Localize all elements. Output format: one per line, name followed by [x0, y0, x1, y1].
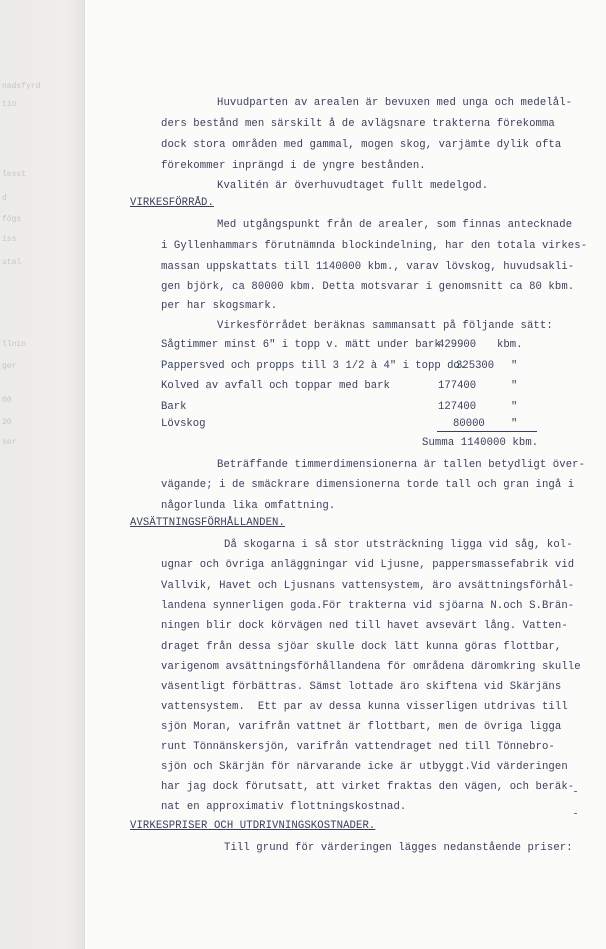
table-row: [161, 418, 541, 432]
table-item: Sågtimmer minst 6" i topp v. mätt under bark: [161, 339, 441, 351]
bleed-through-text: 00: [2, 396, 12, 405]
avsattning-line-7: varigenom avsättningsförhållandena för områdena däromkring skulle: [161, 661, 581, 673]
bleed-through-text: nadsfyrd: [2, 82, 41, 91]
bleed-through-text: tio: [2, 100, 17, 109]
table-total: Summa 1140000 kbm.: [422, 437, 539, 449]
avsattning-line-13: har jag dock förutsatt, att virket fraktas den vägen, och beräk-: [161, 781, 575, 793]
avsattning-line-1: Då skogarna i så stor utsträckning ligga vid såg, kol-: [224, 539, 573, 551]
intro-line-3: dock stora områden med gammal, mogen skog, varjämte dylik ofta: [161, 139, 562, 151]
table-item: Pappersved och propps till 3 1/2 à 4" i topp do.: [161, 360, 467, 372]
virkespriser-line-1: Till grund för värderingen lägges nedanstående priser:: [224, 842, 573, 854]
virkes-line-5: per har skogsmark.: [161, 300, 278, 312]
avsattning-line-12: sjön och Skärjän för närvarande icke är utbyggt.Vid värderingen: [161, 761, 568, 773]
adjacent-page-edge: [0, 0, 84, 949]
bleed-through-text: llnin: [2, 340, 27, 349]
table-item: Bark: [161, 401, 187, 413]
table-quantity: 80000: [453, 418, 485, 430]
intro-line-5: Kvalitén är överhuvudtaget fullt medelgod.: [217, 180, 489, 192]
virkes-line-4: gen björk, ca 80000 kbm. Detta motsvarar i genomsnitt ca 80 kbm.: [161, 281, 575, 293]
section-heading-virkesforrad: VIRKESFÖRRÅD.: [130, 197, 214, 209]
bleed-through-text: iss: [2, 235, 17, 244]
avsattning-line-8: väsentligt förbättras. Sämst lottade äro skiftena vid Skärjäns: [161, 681, 562, 693]
margin-mark: [574, 791, 577, 792]
table-unit: ": [511, 401, 518, 413]
bleed-through-text: ser: [2, 438, 17, 447]
virkes-after-line-2: vägande; i de smäckrare dimensionerna torde tall och gran ingå i: [161, 479, 575, 491]
table-row: [161, 339, 541, 353]
table-quantity: 127400: [438, 401, 477, 413]
table-intro: Virkesförrådet beräknas sammansatt på följande sätt:: [217, 320, 553, 332]
virkes-line-2: i Gyllenhammars förutnämnda blockindelning, har den totala virkes-: [161, 240, 588, 252]
table-unit: ": [511, 360, 518, 372]
virkes-line-3: massan uppskattats till 1140000 kbm., varav lövskog, huvudsakli-: [161, 261, 575, 273]
intro-line-1: Huvudparten av arealen är bevuxen med unga och medelål-: [217, 97, 573, 109]
table-unit: ": [511, 418, 518, 430]
avsattning-line-6: draget från dessa sjöar skulle dock lätt kunna göras flottbar,: [161, 641, 562, 653]
sum-rule: [437, 431, 537, 432]
table-item: Kolved av avfall och toppar med bark: [161, 380, 390, 392]
avsattning-line-5: ningen blir dock körvägen ned till havet avsevärt lång. Vatten-: [161, 620, 568, 632]
avsattning-line-4: landena synnerligen goda.För trakterna vid sjöarna N.och S.Brän-: [161, 600, 575, 612]
table-quantity: 429900: [438, 339, 477, 351]
bleed-through-text: ger: [2, 362, 17, 371]
intro-line-2: ders bestånd men särskilt å de avlägsnare trakterna förekomma: [161, 118, 555, 130]
table-unit: kbm.: [497, 339, 523, 351]
bleed-through-text: fögs: [2, 215, 22, 224]
intro-line-4: förekommer inprängd i de yngre bestånden.: [161, 160, 426, 172]
avsattning-line-10: sjön Moran, varifrån vattnet är flottbart, men de övriga ligga: [161, 721, 562, 733]
bleed-through-text: d: [2, 194, 7, 203]
avsattning-line-2: ugnar och övriga anläggningar vid Ljusne, pappersmassefabrik vid: [161, 559, 575, 571]
virkes-after-line-3: någorlunda lika omfattning.: [161, 500, 336, 512]
table-item: Lövskog: [161, 418, 206, 430]
bleed-through-text: utal: [2, 258, 22, 267]
section-heading-virkespriser: VIRKESPRISER OCH UTDRIVNINGSKOSTNADER.: [130, 820, 376, 832]
table-quantity: 325300: [456, 360, 495, 372]
table-row: [161, 401, 541, 415]
avsattning-line-11: runt Tönnänskersjön, varifrån vattendraget ned till Tönnebro-: [161, 741, 555, 753]
table-row: [161, 360, 541, 374]
virkes-after-line-1: Beträffande timmerdimensionerna är tallen betydligt över-: [217, 459, 586, 471]
avsattning-line-14: nat en approximativ flottningskostnad.: [161, 801, 407, 813]
virkes-line-1: Med utgångspunkt från de arealer, som finnas antecknade: [217, 219, 573, 231]
section-heading-avsattning: AVSÄTTNINGSFÖRHÅLLANDEN.: [130, 517, 285, 529]
avsattning-line-9: vattensystem. Ett par av dessa kunna visserligen utdrivas till: [161, 701, 568, 713]
avsattning-line-3: Vallvik, Havet och Ljusnans vattensystem, äro avsättningsförhål-: [161, 580, 575, 592]
table-quantity: 177400: [438, 380, 477, 392]
table-row: [161, 380, 541, 394]
margin-mark: [574, 813, 577, 814]
table-unit: ": [511, 380, 518, 392]
bleed-through-text: lesst: [2, 170, 27, 179]
bleed-through-text: 20: [2, 418, 12, 427]
